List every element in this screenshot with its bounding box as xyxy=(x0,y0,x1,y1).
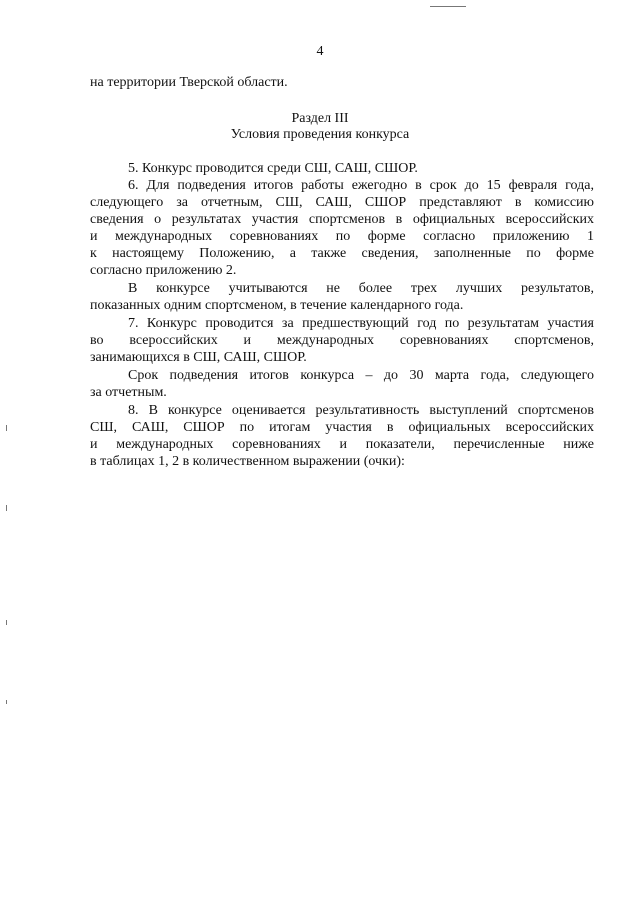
paragraph-6-line: и международных соревнованиях по форме согласно приложению 1 xyxy=(90,229,594,244)
paragraph-7b-line: за отчетным. xyxy=(90,385,167,400)
scan-artifact-left-4 xyxy=(6,700,7,704)
paragraph-8-line: 8. В конкурсе оценивается результативность выступлений спортсменов xyxy=(128,403,594,418)
page-number: 4 xyxy=(316,44,324,59)
paragraph-6-line: согласно приложению 2. xyxy=(90,263,237,278)
scan-artifact-left-2 xyxy=(6,505,7,511)
paragraph-7-line: во всероссийских и международных соревнованиях спортсменов, xyxy=(90,333,594,348)
paragraph-6b-line: показанных одним спортсменом, в течение календарного года. xyxy=(90,298,464,313)
continued-line: на территории Тверской области. xyxy=(90,75,288,90)
paragraph-5: 5. Конкурс проводится среди СШ, САШ, СШОР. xyxy=(128,161,418,176)
scan-artifact-left-1 xyxy=(6,425,7,431)
paragraph-6-line: сведения о результатах участия спортсменов в официальных всероссийских xyxy=(90,212,594,227)
paragraph-6b-line: В конкурсе учитываются не более трех лучших результатов, xyxy=(128,281,594,296)
section-title: Раздел III xyxy=(291,111,349,126)
scan-artifact-top xyxy=(430,6,466,7)
paragraph-6-line: 6. Для подведения итогов работы ежегодно в срок до 15 февраля года, xyxy=(128,178,594,193)
paragraph-6-line: следующего за отчетным, СШ, САШ, СШОР представляют в комиссию xyxy=(90,195,594,210)
paragraph-8-line: в таблицах 1, 2 в количественном выражении (очки): xyxy=(90,454,405,469)
paragraph-8-line: и международных соревнованиях и показатели, перечисленные ниже xyxy=(90,437,594,452)
paragraph-7-line: занимающихся в СШ, САШ, СШОР. xyxy=(90,350,307,365)
paragraph-8-line: СШ, САШ, СШОР по итогам участия в официальных всероссийских xyxy=(90,420,594,435)
section-subtitle: Условия проведения конкурса xyxy=(230,127,410,142)
paragraph-7b-line: Срок подведения итогов конкурса – до 30 марта года, следующего xyxy=(128,368,594,383)
paragraph-7-line: 7. Конкурс проводится за предшествующий год по результатам участия xyxy=(128,316,594,331)
paragraph-6-line: к настоящему Положению, а также сведения, заполненные по форме xyxy=(90,246,594,261)
scan-artifact-left-3 xyxy=(6,620,7,625)
